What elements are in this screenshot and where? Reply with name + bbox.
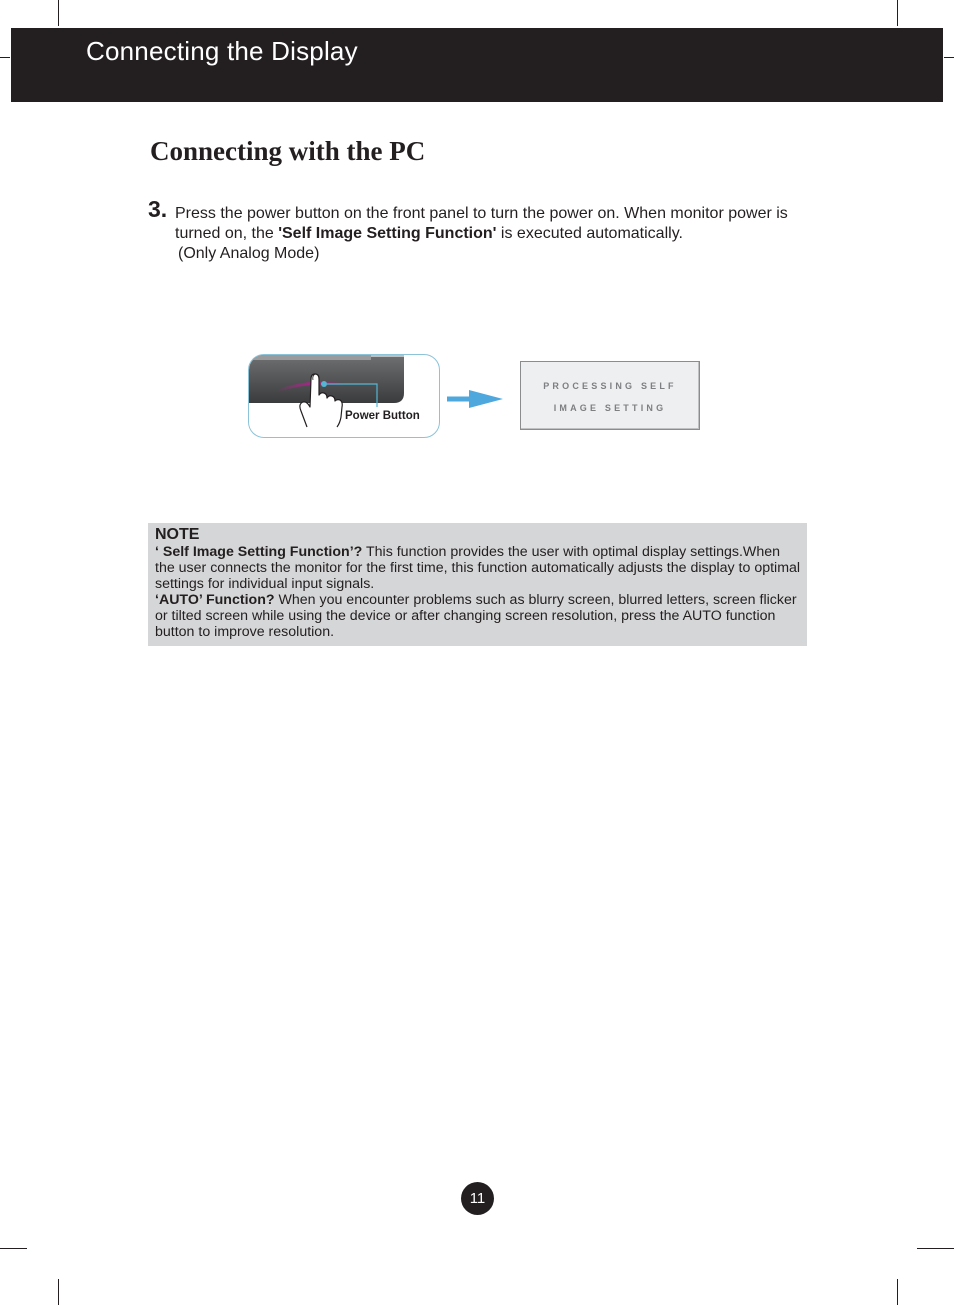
note-title: NOTE xyxy=(155,526,200,543)
note-body xyxy=(155,544,801,640)
crop-mark xyxy=(897,1279,898,1305)
note-item xyxy=(155,544,801,592)
step-text-end: is executed automatically. xyxy=(496,225,683,242)
step-mode-note: (Only Analog Mode) xyxy=(178,245,320,262)
crop-mark xyxy=(897,0,898,26)
step-number: 3. xyxy=(148,196,168,222)
note-box xyxy=(148,523,807,646)
page-header-title: Connecting the Display xyxy=(86,36,358,66)
note-item-text: This function provides the user with optimal display settings.When the user connects the monitor for the first time, this function automatically adjusts the display to optimal settings for individual input signals. xyxy=(155,544,801,592)
power-button-label: Power Button xyxy=(345,410,420,422)
note-item-title: ‘AUTO’ Function? xyxy=(155,592,275,608)
section-title: Connecting with the PC xyxy=(150,136,426,166)
power-button-callout xyxy=(248,354,440,438)
crop-mark xyxy=(917,1248,954,1249)
osd-message-line1: PROCESSING SELF xyxy=(543,381,677,391)
crop-mark xyxy=(944,57,954,58)
arrow-right-icon xyxy=(445,388,505,412)
osd-message-screen xyxy=(520,361,700,430)
step-text-start: Press the power button on the front panel to turn the power on. When monitor power is turned on, the xyxy=(175,205,788,242)
crop-mark xyxy=(58,1279,59,1305)
step-text xyxy=(175,204,815,244)
note-item-title: ‘ Self Image Setting Function’? xyxy=(155,544,363,560)
crop-mark xyxy=(0,1248,27,1249)
note-item-text: When you encounter problems such as blurry screen, blurred letters, screen flicker or tilted screen while using the device or after changing screen resolution, press the AUTO function button to improve resolution. xyxy=(155,592,797,640)
step-instruction xyxy=(175,204,815,264)
osd-message-line2: IMAGE SETTING xyxy=(553,403,667,413)
note-item xyxy=(155,592,801,640)
crop-mark xyxy=(0,57,10,58)
page-number: 11 xyxy=(461,1182,494,1215)
step-text-bold: 'Self Image Setting Function' xyxy=(278,225,497,242)
crop-mark xyxy=(58,0,59,26)
finger-press-icon xyxy=(249,355,439,437)
